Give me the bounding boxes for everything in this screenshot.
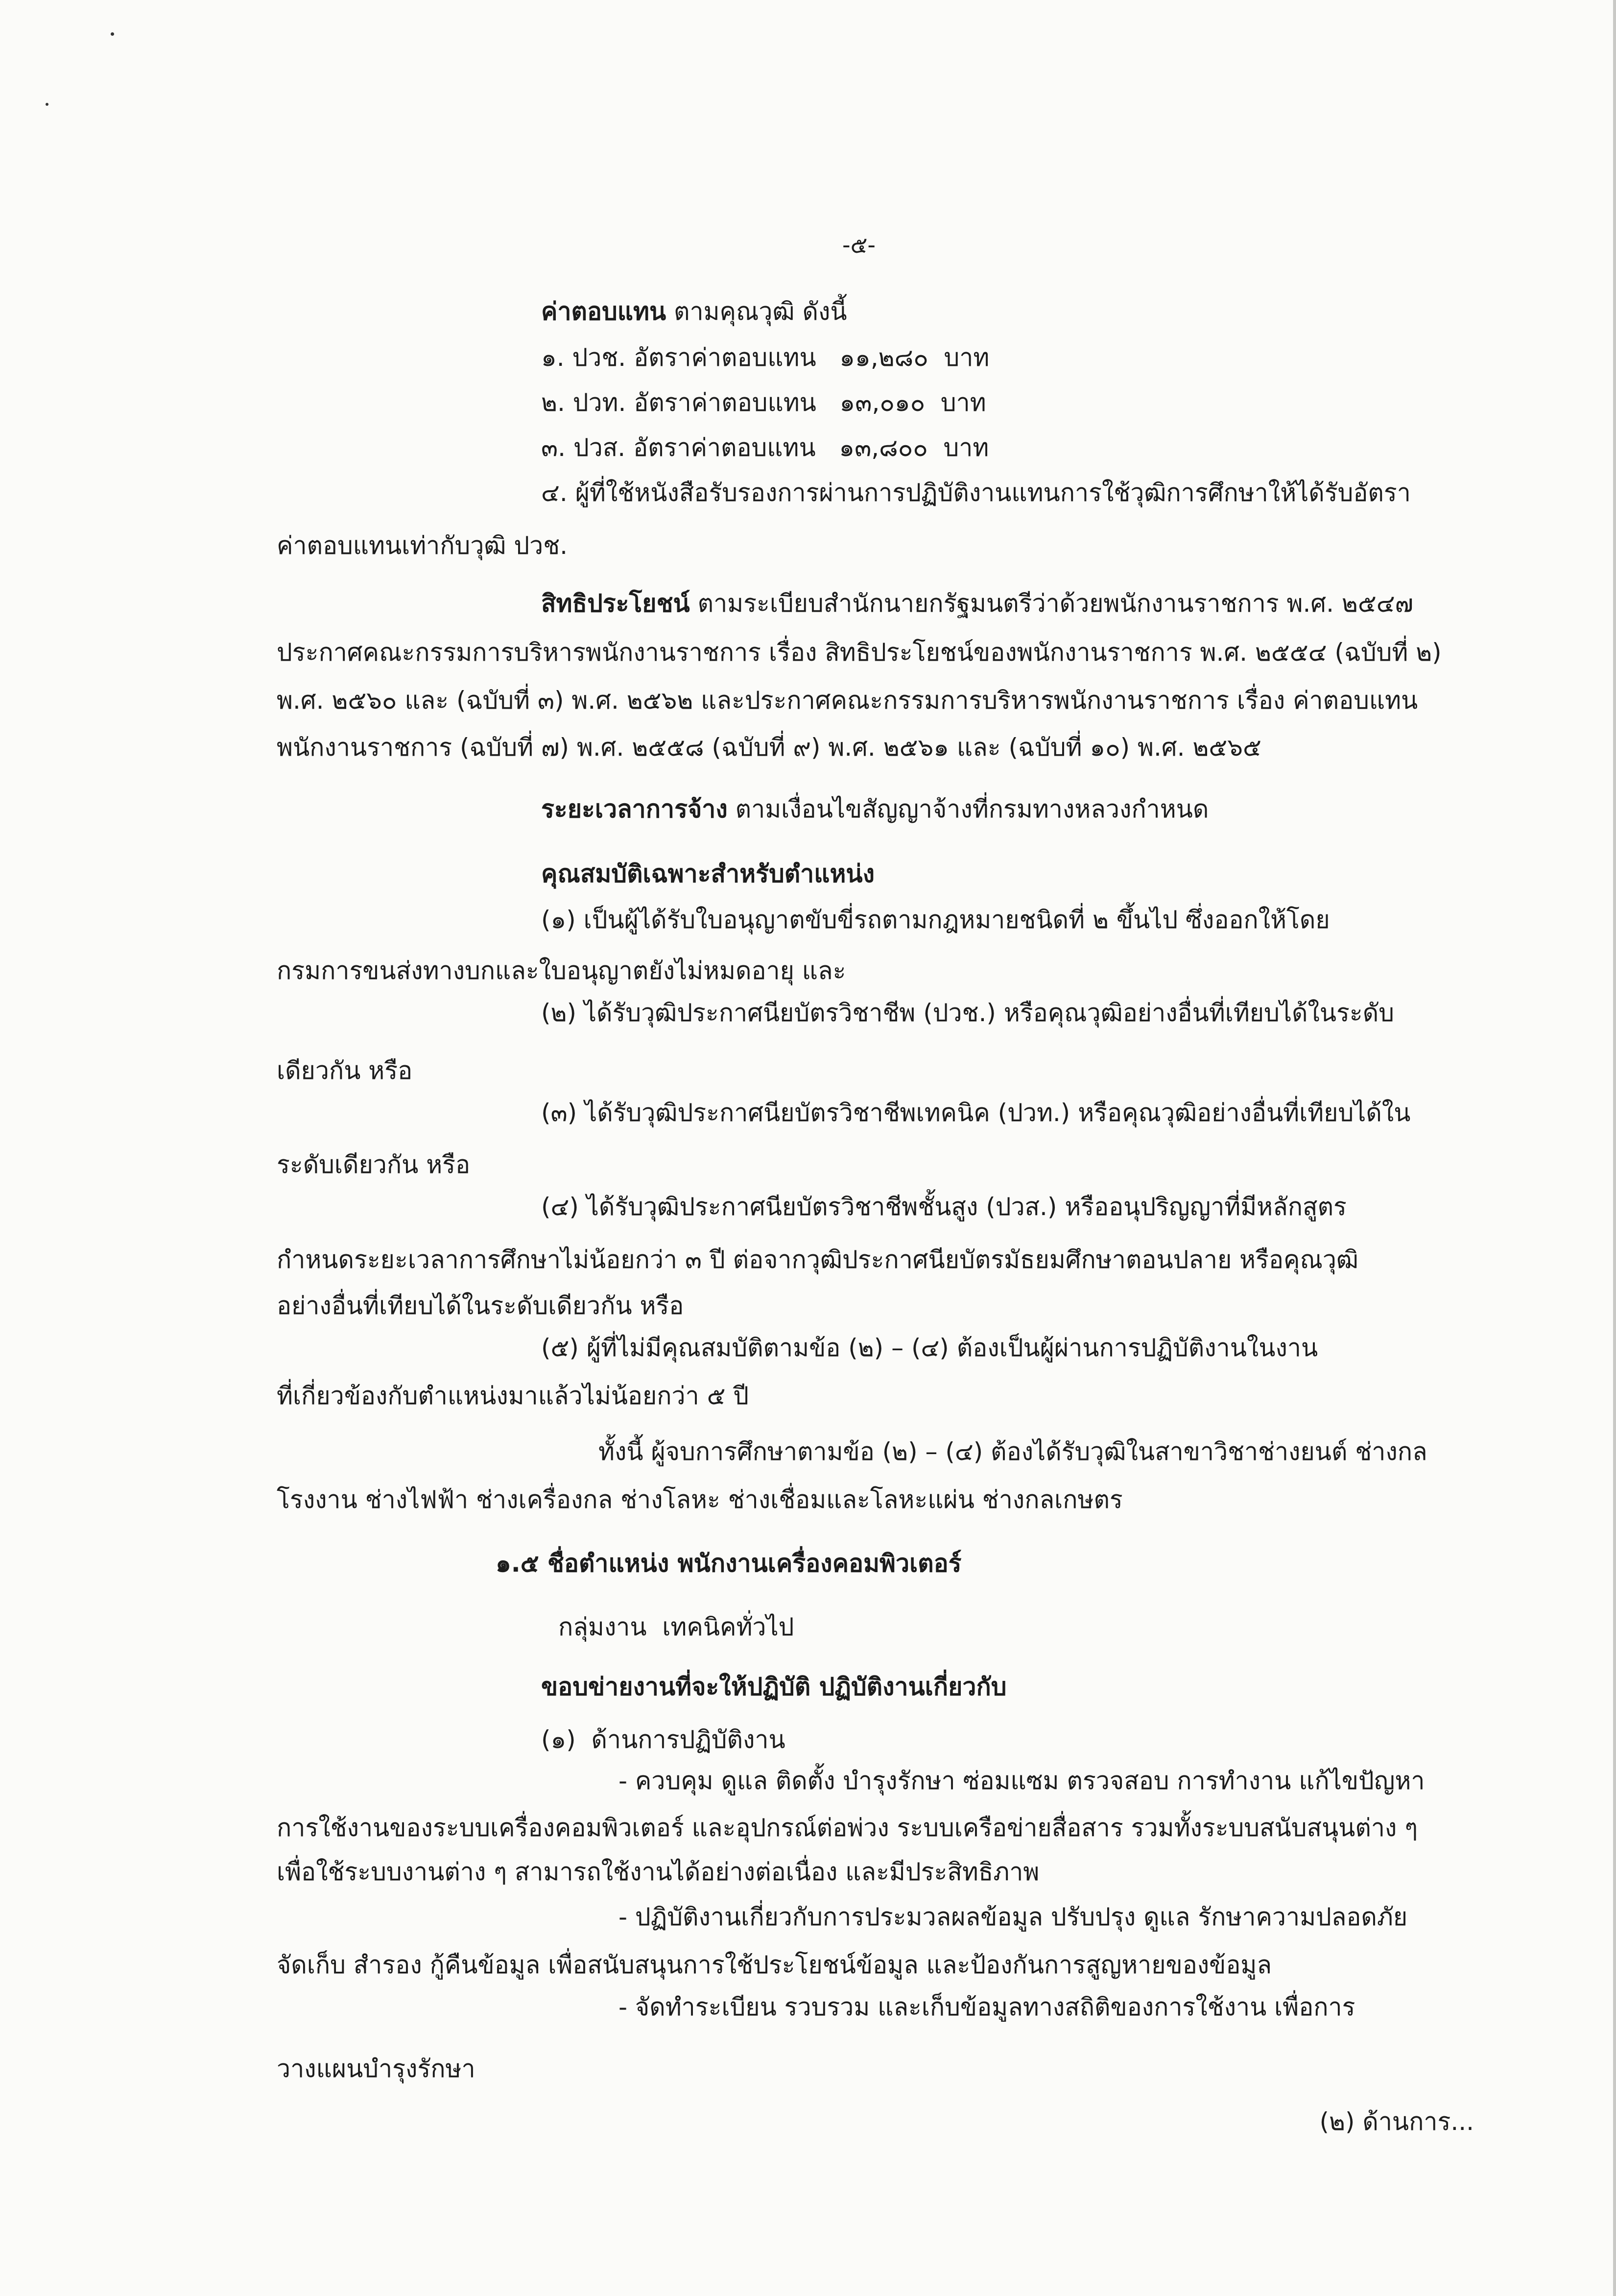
employment-period-line [541,793,1209,825]
scan-edge [1613,0,1616,2296]
page-number: -๕- [842,232,876,258]
qualification-item-cont: กำหนดระยะเวลาการศึกษาไม่น้อยกว่า ๓ ปี ต่อจากวุฒิประกาศนียบัตรมัธยมศึกษาตอนปลาย หรือคุณวุฒิ [277,1245,1359,1274]
benefits-text: พนักงานราชการ (ฉบับที่ ๗) พ.ศ. ๒๕๕๘ (ฉบับที่ ๙) พ.ศ. ๒๕๖๑ และ (ฉบับที่ ๑๐) พ.ศ. ๒๕๖๕ [277,733,1261,762]
qualification-item-cont: ที่เกี่ยวข้องกับตำแหน่งมาแล้วไม่น้อยกว่า ๕ ปี [277,1382,749,1410]
operation-item: - ควบคุม ดูแล ติดตั้ง บำรุงรักษา ซ่อมแซม ตรวจสอบ การทำงาน แก้ไขปัญหา [618,1767,1425,1795]
qualifications-heading: คุณสมบัติเฉพาะสำหรับตำแหน่ง [541,860,875,888]
qualification-note-cont: โรงงาน ช่างไฟฟ้า ช่างเครื่องกล ช่างโลหะ ช่างเชื่อมและโลหะแผ่น ช่างกลเกษตร [277,1485,1123,1514]
benefits-text: ตามระเบียบสำนักนายกรัฐมนตรีว่าด้วยพนักงานราชการ พ.ศ. ๒๕๔๗ [697,589,1414,618]
qualification-item: (๒) ได้รับวุฒิประกาศนียบัตรวิชาชีพ (ปวช.) หรือคุณวุฒิอย่างอื่นที่เทียบได้ในระดับ [541,999,1394,1027]
scope-heading: ขอบข่ายงานที่จะให้ปฏิบัติ ปฏิบัติงานเกี่ยวกับ [541,1673,1007,1701]
employment-period-heading: ระยะเวลาการจ้าง [541,795,728,823]
employment-period-text: ตามเงื่อนไขสัญญาจ้างที่กรมทางหลวงกำหนด [735,795,1209,823]
remuneration-heading: ค่าตอบแทน [541,297,666,326]
scan-speck [46,103,48,106]
scan-speck [111,32,114,36]
qualification-note: ทั้งนี้ ผู้จบการศึกษาตามข้อ (๒) – (๔) ต้องได้รับวุฒิในสาขาวิชาช่างยนต์ ช่างกล [598,1437,1427,1466]
remuneration-item: ๔. ผู้ที่ใช้หนังสือรับรองการผ่านการปฏิบัติงานแทนการใช้วุฒิการศึกษาให้ได้รับอัตรา [541,478,1411,507]
benefits-text: พ.ศ. ๒๕๖๐ และ (ฉบับที่ ๓) พ.ศ. ๒๕๖๒ และประกาศคณะกรรมการบริหารพนักงานราชการ เรื่อง ค่าตอบแทน [277,686,1418,715]
operations-heading: (๑) ด้านการปฏิบัติงาน [541,1725,785,1754]
remuneration-heading-rest: ตามคุณวุฒิ ดังนี้ [674,297,847,326]
qualification-item-cont: เดียวกัน หรือ [277,1056,413,1085]
qualification-item-cont: กรมการขนส่งทางบกและใบอนุญาตยังไม่หมดอายุ และ [277,957,846,985]
qualification-item-cont: ระดับเดียวกัน หรือ [277,1150,471,1179]
operation-item-cont: เพื่อใช้ระบบงานต่าง ๆ สามารถใช้งานได้อย่างต่อเนื่อง และมีประสิทธิภาพ [277,1858,1040,1886]
remuneration-item-cont: ค่าตอบแทนเท่ากับวุฒิ ปวช. [277,531,568,560]
benefits-text: ประกาศคณะกรรมการบริหารพนักงานราชการ เรื่อง สิทธิประโยชน์ของพนักงานราชการ พ.ศ. ๒๕๕๔ (ฉบับที่ ๒) [277,638,1442,667]
operation-item-cont: วางแผนบำรุงรักษา [277,2055,475,2083]
remuneration-item: ๑. ปวช. อัตราค่าตอบแทน ๑๑,๒๘๐ บาท [541,343,990,372]
operation-item: - ปฏิบัติงานเกี่ยวกับการประมวลผลข้อมูล ปรับปรุง ดูแล รักษาความปลอดภัย [618,1903,1408,1931]
position-title: ๑.๕ ชื่อตำแหน่ง พนักงานเครื่องคอมพิวเตอร์ [496,1549,962,1578]
operation-item-cont: จัดเก็บ สำรอง กู้คืนข้อมูล เพื่อสนับสนุนการใช้ประโยชน์ข้อมูล และป้องกันการสูญหายของข้อมูล [277,1951,1272,1979]
qualification-item: (๓) ได้รับวุฒิประกาศนียบัตรวิชาชีพเทคนิค (ปวท.) หรือคุณวุฒิอย่างอื่นที่เทียบได้ใน [541,1099,1411,1127]
continuation-note: (๒) ด้านการ... [1319,2107,1474,2136]
qualification-item-cont: อย่างอื่นที่เทียบได้ในระดับเดียวกัน หรือ [277,1292,684,1320]
qualification-item: (๔) ได้รับวุฒิประกาศนียบัตรวิชาชีพชั้นสูง (ปวส.) หรืออนุปริญญาที่มีหลักสูตร [541,1193,1347,1221]
benefits-heading: สิทธิประโยชน์ [541,589,690,618]
position-group: กลุ่มงาน เทคนิคทั่วไป [558,1613,794,1641]
remuneration-line [541,296,847,327]
benefits-line [541,588,1413,619]
operation-item: - จัดทำระเบียน รวบรวม และเก็บข้อมูลทางสถิติของการใช้งาน เพื่อการ [618,1993,1355,2021]
qualification-item: (๕) ผู้ที่ไม่มีคุณสมบัติตามข้อ (๒) – (๔) ต้องเป็นผู้ผ่านการปฏิบัติงานในงาน [541,1334,1318,1362]
operation-item-cont: การใช้งานของระบบเครื่องคอมพิวเตอร์ และอุปกรณ์ต่อพ่วง ระบบเครือข่ายสื่อสาร รวมทั้งระบบสนับสนุนต่าง ๆ [277,1814,1418,1842]
remuneration-item: ๓. ปวส. อัตราค่าตอบแทน ๑๓,๘๐๐ บาท [541,433,989,462]
qualification-item: (๑) เป็นผู้ได้รับใบอนุญาตขับขี่รถตามกฎหมายชนิดที่ ๒ ขึ้นไป ซึ่งออกให้โดย [541,906,1330,934]
remuneration-item: ๒. ปวท. อัตราค่าตอบแทน ๑๓,๐๑๐ บาท [541,388,986,417]
